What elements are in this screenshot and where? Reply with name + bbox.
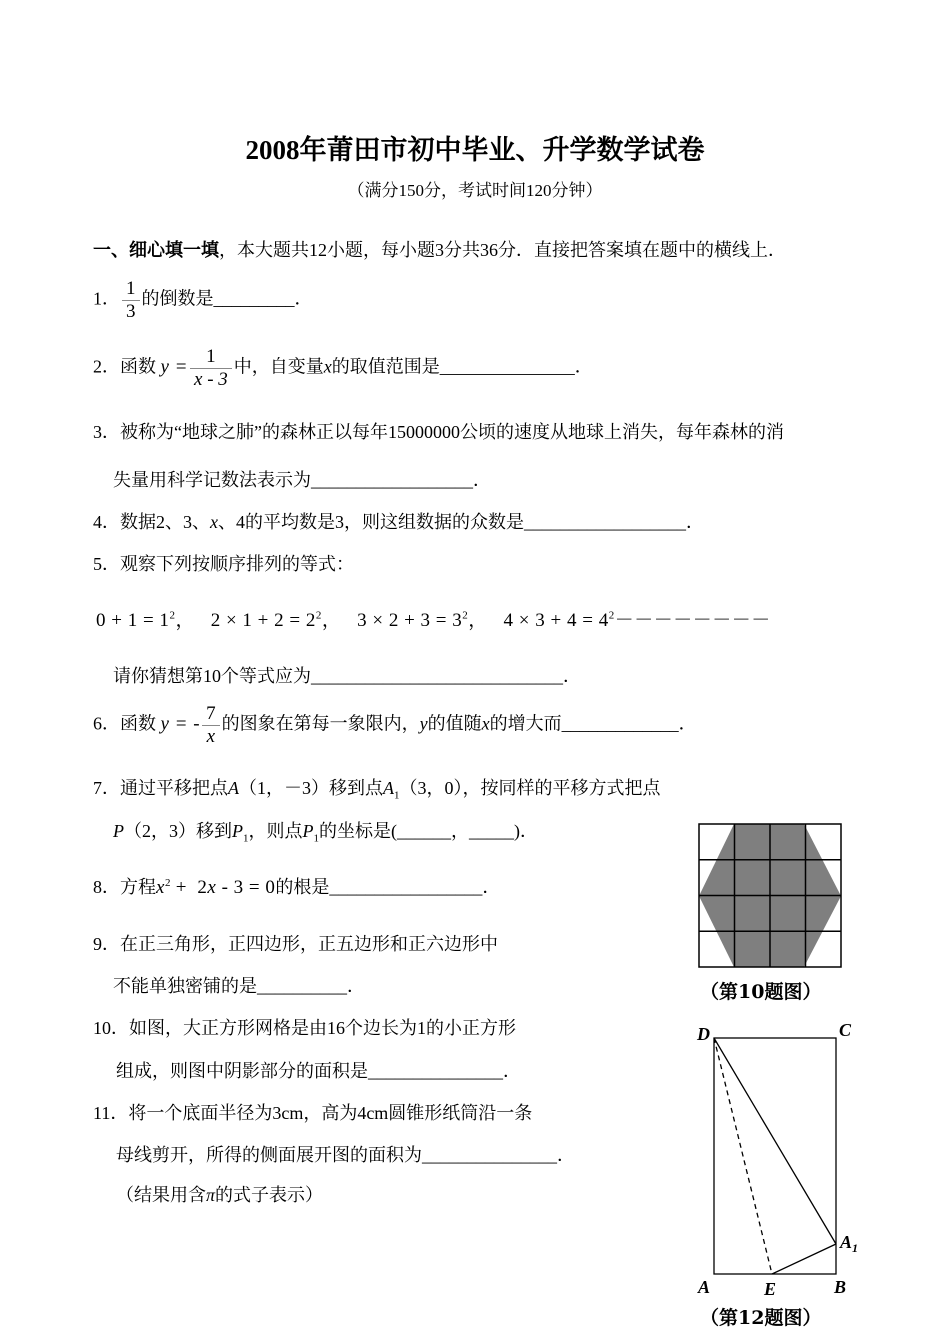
q11-l3b: 的式子表示） xyxy=(215,1185,324,1205)
q7-l1a: 7．通过平移把点 xyxy=(93,778,228,798)
q1-text: 的倒数是_________． xyxy=(141,288,313,309)
question-10-line-2: 组成，则图中阴影部分的面积是_______________． xyxy=(116,1061,521,1081)
q6-x2: x xyxy=(481,713,490,734)
q7-l2c: 的坐标是(______，_____)． xyxy=(319,821,538,841)
q1-frac-num: 1 xyxy=(122,278,140,301)
q5-sup3: 2 xyxy=(462,609,469,622)
q6-y: y = - xyxy=(160,713,201,735)
q8-x: x xyxy=(156,877,165,898)
q5-sep3: ， xyxy=(468,610,488,631)
q2-number: 2． xyxy=(93,356,120,377)
q5-eq2: 2 × 1 + 2 = 2 xyxy=(210,610,316,631)
question-11-line-1: 11．将一个底面半径为3cm，高为4cm圆锥形纸筒沿一条 xyxy=(93,1103,533,1123)
q7-l1c: （3，0），按同样的平移方式把点 xyxy=(399,778,661,798)
q6-post: 的增大而_____________． xyxy=(489,713,697,734)
figure-12-diagram xyxy=(690,1018,870,1299)
question-11-line-3 xyxy=(116,1181,323,1207)
figure-10-grid xyxy=(697,823,845,969)
q4-x: x xyxy=(210,512,218,532)
section-heading xyxy=(93,236,786,262)
q6-y2: y xyxy=(419,713,428,734)
question-9-line-2: 不能单独密铺的是__________． xyxy=(113,976,365,996)
q4-post: 、4的平均数是3，则这组数据的众数是__________________． xyxy=(218,512,704,532)
page-subtitle: （满分150分，考试时间120分钟） xyxy=(347,181,603,200)
question-9-line-1: 9．在正三角形，正四边形，正五边形和正六边形中 xyxy=(93,934,498,954)
question-6 xyxy=(93,703,697,748)
question-3-line-2: 失量用科学记数法表示为__________________． xyxy=(113,470,491,490)
q6-fraction xyxy=(202,703,220,748)
rectangle-ABCD xyxy=(714,1038,836,1274)
q2-fraction xyxy=(190,346,232,391)
q5-eq1: 0 + 1 = 1 xyxy=(96,610,170,631)
segment-DE-dashed xyxy=(714,1038,772,1274)
q7-A: A xyxy=(228,778,239,798)
figure-12-caption: （第12题图） xyxy=(700,1307,822,1329)
q2-mid: 中，自变量 xyxy=(233,356,324,377)
q1-number: 1． xyxy=(93,288,120,309)
q1-fraction xyxy=(122,278,140,323)
question-8 xyxy=(93,873,500,899)
q6-pre: 函数 xyxy=(120,713,156,734)
q8-pre: 8．方程 xyxy=(93,877,156,897)
label-D: D xyxy=(697,1024,710,1044)
q2-frac-den: x - 3 xyxy=(194,368,228,390)
question-11-line-2: 母线剪开，所得的侧面展开图的面积为_______________． xyxy=(116,1145,575,1165)
q5-dashes: －－－－－－－－ xyxy=(614,610,771,631)
q6-frac-den: x xyxy=(206,725,216,747)
question-5-line-1: 5．观察下列按顺序排列的等式： xyxy=(93,554,354,574)
section-desc: ，本大题共12小题，每小题3分共36分．直接把答案填在题中的横线上． xyxy=(219,240,786,260)
question-7-line-1 xyxy=(93,774,661,802)
q7-P1: P xyxy=(232,821,243,841)
q7-P1b: P xyxy=(302,821,314,841)
q5-eq4: 4 × 3 + 4 = 4 xyxy=(503,610,609,631)
q8-x2: x xyxy=(207,877,217,898)
label-B: B xyxy=(834,1277,847,1297)
q5-sep1: ， xyxy=(175,610,195,631)
q7-l2a: （2，3）移到 xyxy=(124,821,232,841)
grid-lines xyxy=(699,824,841,967)
label-A1-letter: A xyxy=(840,1232,853,1252)
q11-pi: π xyxy=(206,1185,216,1205)
q4-pre: 4．数据2、3、 xyxy=(93,512,210,532)
q5-sup2: 2 xyxy=(315,609,322,622)
q6-mid1: 的图象在第每一象限内， xyxy=(221,713,420,734)
q5-eq3: 3 × 2 + 3 = 3 xyxy=(357,610,463,631)
q2-pre: 函数 xyxy=(120,356,156,377)
q2-frac-num: 1 xyxy=(190,346,232,369)
label-A1-sub: 1 xyxy=(852,1241,859,1255)
page-title: 2008年莆田市初中毕业、升学数学试卷 xyxy=(245,135,705,165)
q5-sup1: 2 xyxy=(169,609,176,622)
question-4 xyxy=(93,508,704,534)
q8-post1: + 2 xyxy=(170,877,208,898)
q5-sep2: ， xyxy=(321,610,342,631)
q7-A1: A xyxy=(383,778,394,798)
question-2 xyxy=(93,346,593,391)
q7-P1b-sub: 1 xyxy=(313,832,319,845)
q8-post3: 的根是_________________． xyxy=(275,877,501,897)
q1-frac-den: 3 xyxy=(126,300,136,322)
segment-DA1 xyxy=(714,1038,836,1244)
q6-mid2: 的值随 xyxy=(427,713,482,734)
q6-frac-num: 7 xyxy=(202,703,220,726)
figure-10-caption: （第10题图） xyxy=(700,981,822,1003)
q5-sup4: 2 xyxy=(608,609,615,622)
question-3-line-1: 3．被称为“地球之肺”的森林正以每年15000000公顷的速度从地球上消失，每年森林的消 xyxy=(93,422,784,442)
q7-P1-sub: 1 xyxy=(243,832,249,845)
q2-x: x xyxy=(323,356,332,377)
question-1 xyxy=(93,278,313,323)
label-C: C xyxy=(839,1020,852,1040)
label-A1 xyxy=(839,1232,858,1255)
q8-post2: - 3 = 0 xyxy=(216,877,276,898)
q2-post: 的取值范围是_______________． xyxy=(331,356,593,377)
q7-l2b: ，则点 xyxy=(248,821,303,841)
q7-A1-sub: 1 xyxy=(394,789,400,802)
question-10-line-1: 10．如图，大正方形网格是由16个边长为1的小正方形 xyxy=(93,1018,516,1038)
question-5-equations xyxy=(96,605,771,632)
question-7-line-2 xyxy=(113,817,538,845)
section-title: 一、细心填一填 xyxy=(93,240,219,260)
q6-number: 6． xyxy=(93,713,120,734)
q2-y: y = xyxy=(160,356,189,378)
label-A: A xyxy=(698,1277,711,1297)
q7-P: P xyxy=(113,821,124,841)
segment-EA1 xyxy=(772,1244,836,1274)
q7-l1b: （1，－3）移到点 xyxy=(239,778,383,798)
question-5-line-3: 请你猜想第10个等式应为____________________________． xyxy=(113,666,581,686)
q11-l3a: （结果用含 xyxy=(116,1185,206,1205)
label-E: E xyxy=(764,1279,777,1299)
q8-sup: 2 xyxy=(164,877,171,889)
